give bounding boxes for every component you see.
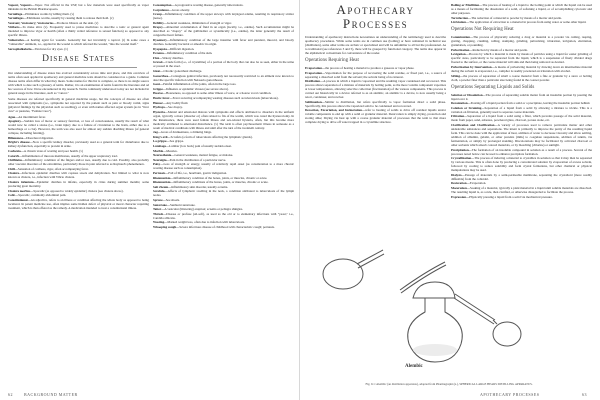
glossary-definition: Measles. (166, 148, 178, 153)
glossary-entry (153, 144, 294, 148)
right-page-column-2 (451, 3, 592, 231)
glossary-term: Hoarse— (153, 91, 166, 96)
right-page-column-1 (305, 3, 446, 231)
page-number-left: 62 (8, 392, 13, 397)
right-page-footer (300, 391, 600, 399)
glossary-entry (153, 189, 294, 197)
glossary-definition: Inflammatory condition of the large intestine with fever and purulent, mucoid, and bloody diarrhea. Generally bacterial or amoebic in origin. (153, 37, 294, 46)
glossary-term: Neurasthenia— (153, 153, 175, 158)
glossary-definition: refer to heating of solids to drive off residual liquids and/or volatile components to end up with a solid or granular material. Desiccation is simply drying, protection and storing alike; Drying via heat up with a coarse granular material of processes that the term to that more complete drying to drive off water trapped in a crystalline structure. (305, 108, 446, 125)
glossary-entry (451, 186, 592, 194)
glossary-term: Vulneraries— (8, 37, 28, 42)
glossary-definition: An intermittent fever. (18, 114, 46, 119)
glossary-term: Consumption— (153, 3, 175, 7)
glossary-entry (451, 156, 592, 172)
disease-intro-paragraph-2: Some diseases are referred specifically in general medicine usage, but the concepts of disease are often associated with symptoms (i.e., symptoms not reported by the patient such as pain or bloody vomit, signs (physical findings by the physician such as swelling), or even with names affected organ system (as in "liver cure" or pustules, "Female Cure"). (8, 96, 149, 113)
glossary-definition: Eliminates worms, usually by causing them to release their hold. (v) (26, 16, 114, 21)
glossary-term: Wasting— (153, 220, 168, 225)
glossary-definition: An adjective, refers to an illness or condition affecting the whole body as opposed to being localized. In patent medicine use, often implies some hidden defect of physical or moral character requiring treatment, which is then offered as the remedy. A medication intended to treat a constitutional illness. (8, 197, 149, 210)
glossary-entry (8, 12, 149, 16)
glossary-term: Eczema— (153, 51, 167, 56)
glossary-definition: See shoals. (165, 198, 180, 202)
left-page-footer (0, 391, 300, 399)
glossary-term: Debility— (153, 20, 167, 25)
glossary-entry (153, 158, 294, 162)
glossary-term: Grippe— (153, 86, 166, 91)
glossary-entry (8, 149, 149, 153)
glossary-term: Bright's disease— (8, 140, 33, 145)
glossary-term: Chilblains— (8, 158, 26, 163)
glossary-entry (305, 66, 446, 70)
glossary-entry (153, 96, 294, 100)
glossary-definition: Any bodily fluid. (166, 100, 189, 105)
glossary-entry (153, 171, 294, 175)
glossary-entry (8, 180, 149, 188)
glossary-definition: A variety of processes used to remove particulate matter and other undesirable substances and separations. The intent is primarily to improve the purity of the resulting liquid form. This can be done with the application of heat, addition of water to decrease viscosity and allow settling, addition of albumin, gelatin, or other proteins (milk) to coagulate suspensions, addition of tannin, via fermentation, or simply by prolonged standing. Discolorations may be facilitated by activated charcoal or other sorbents which adsorb colored materials, or by bleaching (chlorine) or sunlight. (451, 122, 592, 147)
glossary-definition: Evaporation. (469, 181, 487, 186)
glossary-entry (451, 93, 592, 101)
chapter-title-line-1: Apothecary (336, 3, 415, 17)
glossary-term: Decantation— (451, 101, 471, 106)
glossary-definition: Inflammatory condition of the upper airways with laryngeal edema, resulting in respiratory stridor (noise). (153, 12, 294, 21)
glossary-entry (153, 21, 294, 25)
glossary-entry (8, 119, 149, 135)
running-footer-left: BACKGROUND MATTER (24, 392, 78, 397)
glossary-entry (153, 47, 294, 51)
glossary-term: Pertussis— (153, 171, 169, 176)
glossary-term: Croup— (153, 12, 165, 17)
glossary-definition: The process of separating soluble matter from an insoluble portion by pouring the liquid over it. (451, 92, 592, 101)
glossary-term: Comminution— (451, 35, 474, 40)
heat-operations-list (305, 66, 446, 124)
glossary-definition: Abnormal accumulation of fluid in an organ (locally, i.e., edema). Such accumulation might be described as "dropsy" of the gallbladder or systemically (i.e., edema), the latter generally the result of congestive heart failure. (153, 25, 294, 38)
glossary-definition: Vaporization for the purpose of recovering the solid residue, or fixed part, i.e., a source of separating a dissolved solid from the solvent; the solvent being of no interest. (305, 70, 446, 79)
glossary-entry (451, 101, 592, 105)
glossary-definition: General weakness, diminution of strength or vigor. (167, 20, 232, 25)
glossary-entry (451, 52, 592, 64)
glossary-term: Gonorrhea— (153, 73, 172, 78)
glossary-entry (153, 212, 294, 220)
glossary-term: Sarcophalkalaria— (8, 46, 35, 51)
glossary-definition: Similar to distillation, but refers specifically to vapor formation direct a solid phase. Specifically, this process allows the vaporized solid to be condensed and recovered. (305, 99, 446, 108)
glossary-definition: A process in which a liquid is vaporized and the resulting vapor condensed and recovered. This process allows separation of a mixture of materials by boiling point, as the more volatile component vaporizes at lower temperatures, allowing selective collection (fractionation) of the various components. This process is carried out historically in a device referred to as an alembic, an alembic is a device, is now usually being a retort, condenser, and receiver. (305, 79, 446, 100)
glossary-definition: Hoarseness, as opposed to some other illness of voice, or a hoarse vocal condition. (165, 91, 272, 96)
glossary-term: Lixiviation— (451, 20, 470, 25)
chapter-title (305, 3, 446, 31)
glossary-definition: Marked weight loss, often due to infection with tuberculosis. (167, 220, 245, 225)
glossary-definition: Affects of lymphatic swelling in the neck, a condition attributed to tuberculosis of the lymph nodes. (153, 189, 294, 198)
glossary-definition: The process of heating of a liquid to the boiling point at which the liquid can be used as a means of facilitating the dissolution of a solid, of softening a liquid, or of accomplishing cytotoxic and other purposes. (451, 3, 592, 15)
glossary-term: Distillation— (305, 79, 324, 84)
glossary-entry (305, 79, 446, 99)
glossary-definition: Crude form (i.e., of crystalline) of a portion of the body that can also be as seen, either in the urine or passed in the stool. (153, 60, 294, 69)
section-rule (20, 67, 137, 68)
glossary-entry (451, 20, 592, 24)
glossary-entry (451, 173, 592, 181)
glossary-definition: A healing agent for wounds. Generally but not invariably a topical. (i) In some cases a "vulnerable" ointment, i.e., applied in the wound to which referred the wound, "into the wound itself." (8, 37, 149, 46)
heat-operations-list-2 (451, 3, 592, 24)
glossary-entry (8, 193, 149, 197)
glossary-entry (153, 51, 294, 55)
separating-operations-list (451, 93, 592, 199)
glossary-term: Vapour, Vapours— (8, 3, 35, 7)
glossary-definition: Inflammatory condition of the skin. (166, 51, 213, 56)
glossary-entry (451, 48, 592, 52)
glossary-entry (8, 25, 149, 37)
glossary-entry (153, 105, 294, 109)
glossary-entry (153, 139, 294, 143)
glossary-term: Corpulence— (153, 7, 172, 12)
glossary-entry (8, 140, 149, 148)
glossary-term: Levigation— (451, 52, 469, 57)
section-title-heat: Operations Requiring Heat (305, 58, 359, 63)
glossary-term: Apoplexy— (8, 119, 25, 124)
glossary-entry (451, 123, 592, 147)
glossary-definition: General weakness, mental fatigue, or malaise. (174, 153, 234, 158)
glossary-definition: The application of extraction to a material in process from using water or some other liquid. (469, 20, 587, 25)
glossary-entry (8, 21, 149, 25)
glossary-entry (451, 106, 592, 114)
glossary-term: Pulverization by Intervention— (451, 64, 495, 69)
glossary-entry (153, 60, 294, 68)
glossary-term: Dropsy— (153, 25, 167, 30)
glossary-definition: Chronic gonorrheal discharge. (163, 68, 203, 73)
glossary-term: Cholera— (8, 171, 23, 176)
glossary-entry (305, 108, 446, 124)
glossary-term: Catarrh— (8, 153, 23, 158)
glossary-entry (451, 74, 592, 82)
glossary-entry (8, 167, 149, 171)
glossary-definition: Mental and emotional distress with symptoms and effects attributed to disorders in the uniform organ, typically a more (disorder or) often related to fits of the womb, which was cured the hysterectomy. In the Renaissance, there were used female illness and sex-related hysteria, often, but this became more medically attributed to emotional disturbance. (v) The term is often psychosomatic illness in someone as a result of medical conditions with illness and until after the turn of the twentieth century. (153, 109, 294, 130)
glossary-term: Rheumatism— (153, 180, 174, 185)
glossary-definition: Infectious epidemic diarrhea with copious stools and dehydration. Not limited to what is now known as cholera, i.e., infection with Vibrio cholera. (8, 171, 149, 180)
glossary-term: Crystallization— (451, 156, 475, 161)
glossary-entry (8, 136, 149, 140)
glossary-definition: Sporadic, commonly abdominal pain. (18, 193, 67, 198)
glossary-entry (153, 162, 294, 170)
glossary-entry (153, 12, 294, 20)
glossary-term: Sunstroke— (153, 202, 170, 207)
glossary-entry (153, 185, 294, 189)
section-title-disease-states: Disease States (42, 53, 115, 64)
figure-caption: Fig. 9.1: Alembic (an distillation apparatus), adapted from Pharmagraphi (n.), SPHERICAL LARGE HEARS DISTILLING APPARATUS. (365, 382, 533, 386)
glossary-definition: Sunburnt sunstroke. (169, 202, 196, 207)
glossary-definition: Physically pressing a liquid from a solid via mechanical pressure. (469, 194, 553, 199)
glossary-term: Expression— (451, 194, 470, 199)
glossary-definition: Passage of materials by a semi-permeable membrane, separating the crystalloid (more readily diffusible) from the colloidal. (451, 172, 592, 181)
glossary-term: Jag— (153, 130, 161, 135)
glossary-term: Biliousness— (8, 135, 27, 140)
glossary-entry (451, 16, 592, 20)
running-footer-right: APOTHECARY PROCESSES (480, 392, 540, 397)
glossary-definition: Disease or profuse (oil-soft), as used as the old or to elementary infections with "yeast," i.e., Candida albicans. (153, 211, 294, 220)
glossary-entry (153, 207, 294, 211)
glossary-definition: Produces blisters on the skin. (v) (56, 20, 99, 25)
glossary-definition: Scrofula (a form of tuberculosis affecting the lymphatic glands). (170, 134, 253, 139)
glossary-definition: Now a specific kidney disorder, previously used as a general term for disturbance due to kidney dysfunction, especially to protein in urine. (8, 140, 149, 149)
left-page-column-2 (153, 3, 294, 385)
glossary-definition: Fall of life, i.e., heartburn, gastric indigestion. (168, 171, 228, 176)
glossary-definition: The formation of an insoluble compound in solution as a result of a process. Several of the processes noted below can be used to enhance precipitate formation. (451, 147, 592, 156)
glossary-definition: A progressive wasting disease, generally tuberculosis. (174, 3, 244, 7)
glossary-entry (153, 149, 294, 153)
glossary-term: Evaporation— (305, 70, 326, 75)
glossary-definition: Vapor. Not official in the USP, but a few materials were used specifically as vapor inhalants in the British Pharmacopoeia. (8, 3, 149, 11)
glossary-list-top (8, 3, 149, 51)
glossary-term: Gout— (153, 82, 164, 87)
glossary-term: Vermifuge— (8, 11, 26, 16)
glossary-entry (451, 65, 592, 73)
glossary-entry (153, 198, 294, 202)
glossary-term: Humor— (153, 100, 167, 105)
glossary-definition: Eliminates worms by killing them. (v) (25, 11, 75, 16)
glossary-entry (153, 110, 294, 130)
glossary-definition: Difficult digestion. (170, 46, 195, 51)
glossary-definition: Tinctures for dry eyes. (v) (34, 46, 68, 51)
glossary-entry (153, 220, 294, 224)
no-heat-operations-list (451, 35, 592, 81)
glossary-entry (153, 225, 294, 229)
glossary-definition: Inflammatory condition of the bones, joints, or muscles, chronic or acute. (173, 175, 268, 180)
glossary-term: Sublimation— (305, 99, 325, 104)
glossary-term: Boiling or Ebullition— (451, 3, 483, 7)
glossary-term: Dysentery— (153, 37, 170, 42)
glossary-entry (8, 189, 149, 193)
glossary-definition: Gross obesity. (171, 7, 190, 12)
glossary-term: Filtration— (451, 114, 468, 119)
alembic-illustration (305, 232, 593, 380)
glossary-entry (153, 135, 294, 139)
alembic-figure (305, 232, 593, 390)
glossary-definition: Soaking of a material, typically a plant material in a liquid until soluble materials are dissolved. The resulting liquid is, as a rule, then clarified, or otherwise disregarded to facilitate the process. (451, 185, 592, 194)
disease-glossary-list-1 (8, 115, 149, 210)
disease-intro-paragraph: Our understanding of disease states has evolved considerably across time and place, and this overview of terms often seen applied in apothecary and general medicine texts should be considered as a guide. Common disease terms often differ in what they mean. Some names for this list is complete, so there is no single source with which to date such a glossary of terms. Rather, it is an examination of terms found in the literature and ad hoc sources of how I have encountered in my research. Terms commonly understood today are not included in general usage in the literature, such as "cancer." (8, 70, 149, 95)
glossary-entry (8, 158, 149, 166)
glossary-entry (8, 154, 149, 158)
glossary-definition: Pouring off a liquid portion from a solid or a precipitate, leaving the insoluble portion behind. (470, 101, 591, 106)
glossary-definition: Painful inflammation of the joints, often in the large toes. (163, 82, 237, 87)
glossary-definition: A vesicular (blistering) eruption; eczema or pellagra shingles. (164, 207, 243, 212)
glossary-term: Neuralgia— (153, 157, 170, 162)
glossary-term: Ague— (8, 114, 19, 119)
glossary-entry (8, 115, 149, 119)
glossary-term: Rheumatism— (153, 175, 174, 180)
glossary-entry (8, 198, 149, 210)
glossary-definition: Inflammation of mucous membranes, usually of the upper respiratory tract. (22, 153, 119, 158)
glossary-definition: A means of pulverizing material by drawing down an intermediate material during the solvent is evaporated, i.e., camphor is readily powdered on trituration with alcohol. (451, 64, 592, 73)
glossary-definition: See grippe. (169, 139, 184, 144)
glossary-entry (153, 25, 294, 37)
glossary-term: Palsy— (153, 162, 164, 167)
glossary-definition: Influenza or epidemic viruses (see severe above). (165, 86, 229, 91)
glossary-term: Maceration— (451, 185, 470, 190)
glossary-term: Marble— (153, 148, 167, 153)
glossary-entry (451, 148, 592, 156)
glossary-term: Gravel— (153, 60, 166, 65)
glossary-term: Hectic fever— (153, 95, 173, 100)
glossary-entry (451, 114, 592, 122)
glossary-term: Hysteria— (153, 109, 168, 114)
glossary-entry (153, 69, 294, 73)
glossary-term: Clarification and Clarification— (451, 122, 498, 127)
glossary-definition: The reduction of a material to powder by means of a mortar and pestle. (471, 15, 562, 20)
glossary-term: Desiccation— (451, 181, 470, 186)
glossary-definition: the process of heating a material to produce a gaseous or vapor phase. (325, 66, 415, 70)
glossary-term: Thrush— (153, 211, 167, 216)
glossary-definition: Separation of a liquid from a solid using a filter, which prevents passage of the solid material, made from paper, sand, asbestos, powdered glass, charcoal, porous stone, etc. (451, 114, 592, 123)
glossary-entry (153, 180, 294, 184)
glossary-entry (153, 91, 294, 95)
chapter-title-line-2: Processes (342, 16, 409, 31)
glossary-term: Constitutional— (8, 197, 31, 202)
glossary-entry (451, 195, 592, 199)
glossary-definition: Fever recurring accompanying wasting diseases such as tuberculosis (tuberculous). (172, 95, 279, 100)
glossary-definition: See dropsy. (168, 105, 183, 110)
glossary-definition: Process by which a material is made by means of particles using a liquid for easier grinding of specific sizes, particularly to be separated from the liquid, which is a suspension of finely divided drugs floated to the surface, or the coarse material will sink and then being removed as desired. (451, 52, 592, 65)
section-title-separating: Operations Separating Liquids and Solids (451, 84, 535, 90)
glossary-term: Tetter— (153, 207, 165, 212)
glossary-term: Vesicant; Vesicatory; Vesicatories— (8, 20, 57, 25)
glossary-term: Gleet— (153, 68, 164, 73)
glossary-term: Colation or Straining— (451, 105, 485, 110)
glossary-entry (8, 171, 149, 179)
glossary-entry (153, 74, 294, 82)
glossary-term: King's evil— (153, 134, 171, 139)
glossary-term: Precipitation— (451, 147, 472, 152)
glossary-term: Evaporation— (305, 66, 326, 70)
glossary-term: Spruce— (153, 198, 166, 202)
glossary-definition: To make alive (v). Frequently used to praise medicines to describe a tonic or general agent intended to improve vigor or health (often a thinly veiled reference to sexual function) as opposed to any specific illness. (8, 25, 149, 38)
glossary-entry (153, 87, 294, 91)
glossary-term: Whooping cough— (153, 224, 180, 229)
glossary-entry (153, 38, 294, 46)
glossary-entry (305, 100, 446, 108)
glossary-entry (153, 8, 294, 12)
glossary-entry (8, 38, 149, 46)
glossary-entry (305, 71, 446, 79)
glossary-definition: Reduction by means of a mortar and pestle. (472, 47, 528, 52)
glossary-term: Dialysis— (451, 172, 465, 177)
glossary-entry (451, 181, 592, 185)
glossary-entry (153, 3, 294, 7)
glossary-definition: Loss of strength or energy, usually of relatively rapid onset (as consideration to a more chronic wasting disease such as consumption). (153, 162, 294, 171)
glossary-entry (153, 82, 294, 86)
glossary-term: Solution or Dissolution— (451, 92, 486, 97)
glossary-term: Sifting— (451, 73, 464, 78)
glossary-definition: Inflammatory conditions of the bones, joints, or muscles, chronic or acute. (173, 180, 269, 185)
glossary-term: Torrefaction— (451, 15, 472, 20)
glossary-definition: Sporadic (as opposed to widely epidemic) cholera (see cholera above). (33, 188, 124, 193)
chapter-intro-paragraph: Understanding of apothecary instructions necessitates an understanding of the terminology used to describe apothecary procedures. While some terms are in common use (boiling) or have remained in technical use (distillation), some other terms are archaic or specialized and will be unfamiliar to all but the professional. As to traditional (see references 3 and 5), there will be grouped by functional category. The terms also appear in the alphabetical conventions for convenience of the reader. (305, 35, 446, 55)
glossary-definition: Lumbar (low back) pain of usually sudden onset. (169, 144, 232, 149)
page-number-right: 63 (582, 392, 587, 397)
glossary-definition: Contagious genital infection, previously not necessarily restricted to an ailment now known to describe specific infection with Neisseria gonorrhoeae. (153, 73, 294, 82)
glossary-definition: Sensation of coldness, rigor, often accompanying fever. (17, 166, 89, 171)
glossary-entry (153, 176, 294, 180)
glossary-definition: Watery diarrhea. (162, 55, 184, 60)
glossary-definition: The process of inducing a material to crystallize in solution so that it may then be separated by various means. This is often done by producing a concentrated solution by evaporation of excess solvent, followed by cooling to reduce solubility and form crystal formations, but other chemical or physical manipulations may be used. (451, 156, 592, 173)
glossary-definition: Epidemic diarrhea in infants, especially in cities during summer months; some producing great mortality. (8, 179, 149, 188)
glossary-definition: Disordered digestion. (26, 135, 54, 140)
glossary-term: Salt rheum— (153, 184, 172, 189)
glossary-definition: Pain in the distribution of a particular nerve. (169, 157, 227, 162)
glossary-definition: Inflammatory skin disorder, usually eczema. (171, 184, 229, 189)
glossary-term: Chill— (8, 166, 18, 171)
glossary-term: Vermifuges— (8, 16, 27, 21)
glossary-term: Flux— (153, 55, 163, 60)
glossary-definition: Severe infectious disease of childhood with characteristic cough; pertussis. (179, 224, 275, 229)
glossary-definition: the process of separation of small a coarse material from a fine or granular by a sieve or bolting cloth, a powder finer than a particular size being found in the coarser powder. (451, 73, 592, 82)
glossary-entry (451, 35, 592, 47)
glossary-definition: Separation of a liquid from a solid by allowing a mixture to trickle. This is a variation on filtration, generally used to separate coarse materials. (451, 105, 592, 114)
glossary-term: Lumbago— (153, 144, 170, 149)
glossary-entry (8, 3, 149, 11)
glossary-term: Cholera infantum— (8, 179, 37, 184)
glossary-entry (8, 16, 149, 20)
glossary-term: Vitifacts— (8, 25, 23, 30)
glossary-definition: Sudden loss of motor or sensory function, or loss of consciousness, usually the result of what would now be called a stroke (i.e., brain injury due to a failure of circulation to the brain, either due to a hemorrhage or a clot). However, the term was also used for almost any sudden disabling illness (of general collapse, including fainting). (8, 119, 149, 136)
glossary-term: Colic— (8, 193, 19, 198)
glossary-definition: Inflammatory condition of the fingers and/or toes, usually due to cold. Possibly, also probably other vascular disorders of the extremities, particularly those in pain referred to as Raynaud's phenomenon. (8, 158, 149, 167)
glossary-term: Decoction, Excoriation, and Incineration— (305, 108, 366, 113)
glossary-definition: The process of physically reducing a drug or material to a powder via cutting, rasping, grating, chopping, crushing, rolling, stamping, grinding, pulverizing, trituration, levigation, elutriation, granulation, or pounding. (451, 35, 592, 48)
glossary-term: Hydrops— (153, 105, 168, 110)
glossary-entry (153, 153, 294, 157)
glossary-term: La grippe— (153, 139, 170, 144)
disease-glossary-list-2 (153, 3, 294, 229)
left-page-column-1 (8, 3, 149, 385)
glossary-term: Cachexia— (8, 148, 24, 153)
glossary-entry (451, 3, 592, 15)
glossary-term: Scrofula— (153, 189, 168, 194)
figure-label: Alembic (405, 364, 423, 369)
glossary-entry (153, 56, 294, 60)
glossary-definition: Gross of drunkenness, a drinking binge. (160, 130, 212, 135)
glossary-term: Pulverization— (451, 47, 473, 52)
glossary-entry (153, 203, 294, 207)
glossary-term: Dyspepsia— (153, 46, 171, 51)
glossary-term: Cholera morbus— (8, 188, 34, 193)
glossary-entry (153, 130, 294, 134)
glossary-definition: A chronic state of wasting and poor health. (v) (23, 148, 83, 153)
section-title-no-heat: Operations Not Requiring Heat (451, 27, 514, 33)
glossary-entry (153, 101, 294, 105)
glossary-entry (8, 47, 149, 51)
